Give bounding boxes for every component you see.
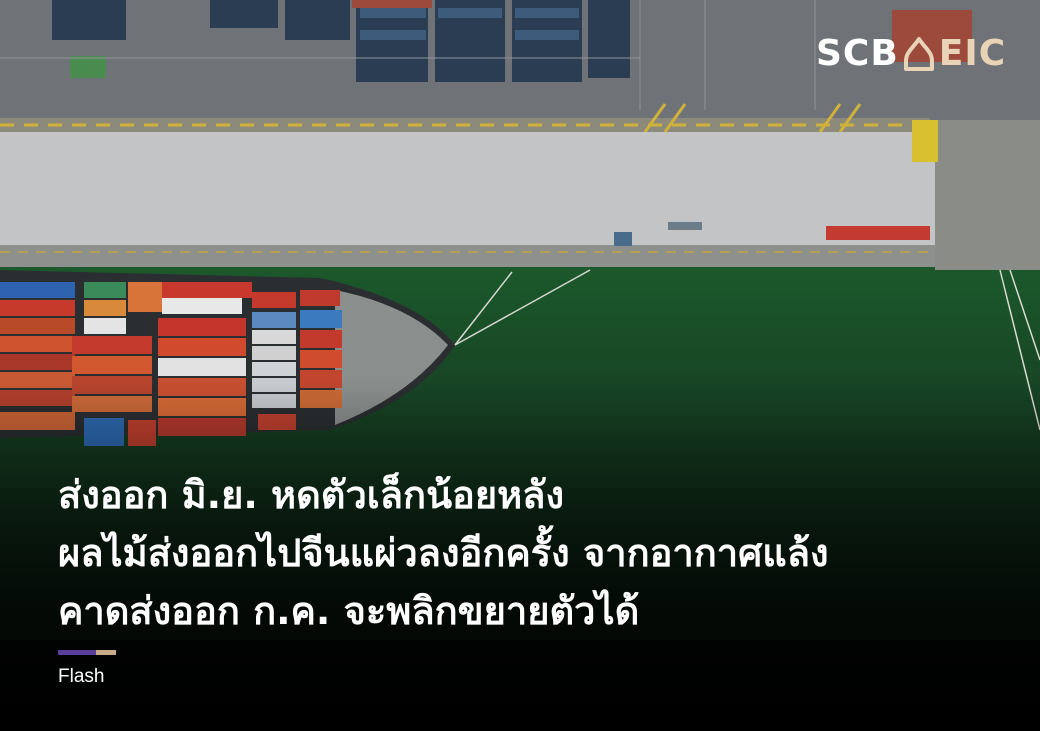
scb-eic-logo [816, 33, 1007, 74]
headline-line-2: ผลไม้ส่งออกไปจีนแผ่วลงอีกครั้ง จากอากาศแล้ง [58, 531, 829, 575]
logo-text-eic: EIC [938, 33, 1007, 74]
headline [58, 466, 1018, 640]
logo-emblem-icon [901, 36, 937, 72]
logo-text-scb: SCB [816, 33, 899, 74]
headline-line-1: ส่งออก มิ.ย. หดตัวเล็กน้อยหลัง [58, 473, 565, 517]
category-label: Flash [58, 666, 105, 687]
headline-line-3: คาดส่งออก ก.ค. จะพลิกขยายตัวได้ [58, 589, 640, 633]
accent-divider [58, 650, 116, 655]
divider-segment-purple [58, 650, 96, 655]
divider-segment-gold [96, 650, 116, 655]
